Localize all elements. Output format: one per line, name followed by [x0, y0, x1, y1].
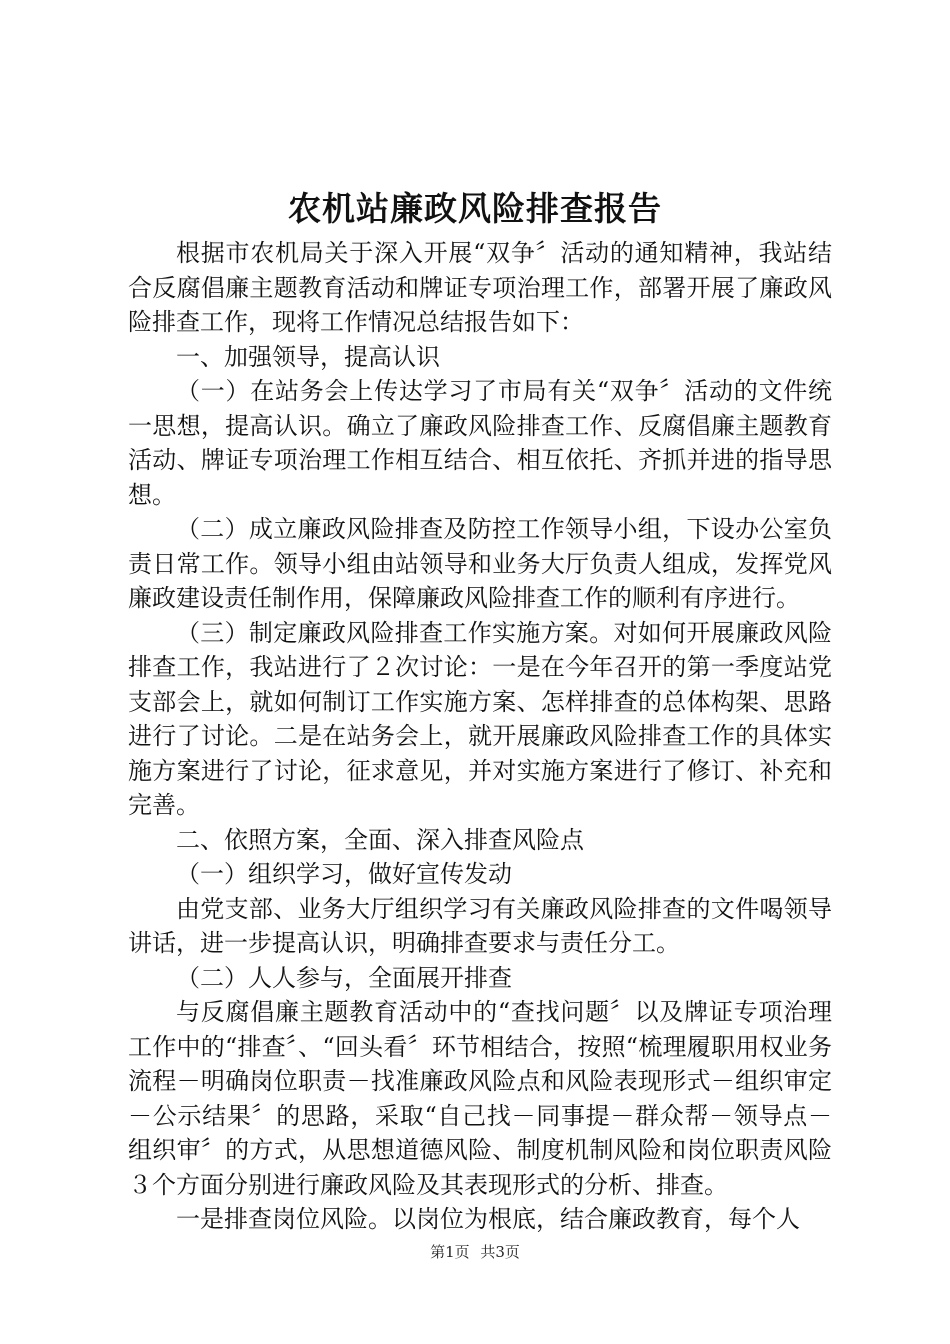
subsection-heading: （一）组织学习，做好宣传发动 — [176, 860, 512, 888]
subsection-heading: （二）人人参与，全面展开排查 — [176, 963, 512, 992]
paragraph: （一）在站务会上传达学习了市局有关“双争〞活动的文件统一思想，提高认识。确立了廉政风险排查工作、反腐倡廉主题教育活动、牌证专项治理工作相互结合、相互依托、齐抓并进的指导思想。 — [128, 377, 832, 509]
page-footer — [0, 1242, 950, 1262]
page-total: 共3页 — [480, 1243, 520, 1261]
page-number: 第1页 — [430, 1243, 470, 1261]
paragraph: 一是排查岗位风险。以岗位为根底，结合廉政教育，每个人 — [176, 1205, 800, 1233]
section-heading: 一、加强领导，提高认识 — [176, 342, 440, 371]
document-title: 农机站廉政风险排查报告 — [288, 189, 662, 228]
paragraph: （三）制定廉政风险排查工作实施方案。对如何开展廉政风险排查工作，我站进行了２次讨论：一是在今年召开的第一季度站党支部会上，就如何制订工作实施方案、怎样排查的总体构架、思路进行了讨论。二是在站务会上，就开展廉政风险排查工作的具体实施方案进行了讨论，征求意见，并对实施方案进行了修订、补充和完善。 — [128, 618, 832, 819]
paragraph: （二）成立廉政风险排查及防控工作领导小组，下设办公室负责日常工作。领导小组由站领导和业务大厅负责人组成，发挥党风廉政建设责任制作用，保障廉政风险排查工作的顺利有序进行。 — [128, 515, 832, 612]
paragraph: 由党支部、业务大厅组织学习有关廉政风险排查的文件喝领导讲话，进一步提高认识，明确排查要求与责任分工。 — [128, 894, 832, 957]
section-heading: 二、依照方案，全面、深入排查风险点 — [176, 825, 584, 854]
paragraph: 与反腐倡廉主题教育活动中的“查找问题〞以及牌证专项治理工作中的“排查〞、“回头看〞环节相结合，按照“梳理履职用权业务流程－明确岗位职责－找准廉政风险点和风险表现形式－组织审定－公示结果〞的思路，采取“自己找－同事提－群众帮－领导点－组织审〞的方式，从思想道德风险、制度机制风险和岗位职责风险３个方面分别进行廉政风险及其表现形式的分析、排查。 — [128, 998, 832, 1199]
paragraph: 根据市农机局关于深入开展“双争〞活动的通知精神，我站结合反腐倡廉主题教育活动和牌证专项治理工作，部署开展了廉政风险排查工作，现将工作情况总结报告如下： — [128, 239, 832, 336]
document-body — [128, 236, 832, 1237]
